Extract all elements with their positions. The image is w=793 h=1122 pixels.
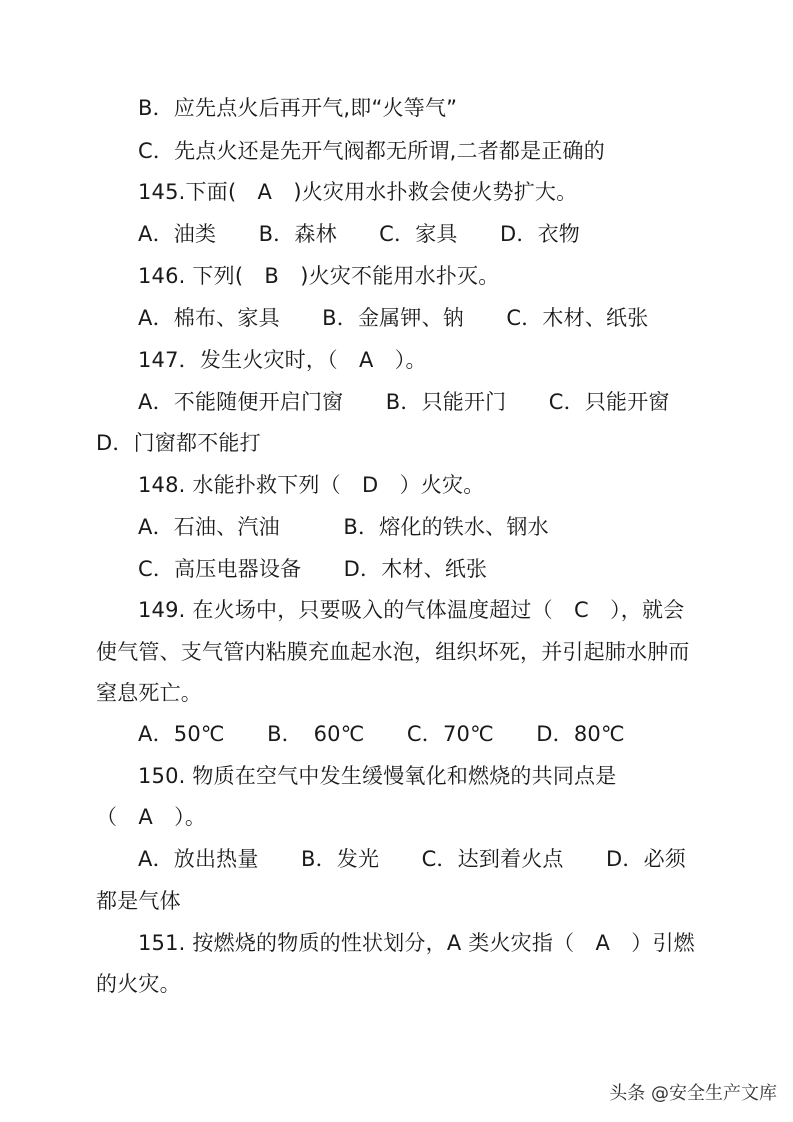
question-line: 使气管、支气管内粘膜充血起水泡，组织坏死，并引起肺水肿而 [96,640,690,664]
question-line: 148. 水能扑救下列（ D ）火灾。 [138,473,485,497]
question-line: 146. 下列( B )火灾不能用水扑灭。 [138,264,500,288]
question-line: 窒息死亡。 [96,681,202,705]
option-line: A．不能随便开启门窗 B．只能开门 C．只能开窗 [138,390,670,414]
question-line: 151. 按燃烧的物质的性状划分，A 类火灾指（ A ）引燃 [138,931,695,955]
question-line: 150. 物质在空气中发生缓慢氧化和燃烧的共同点是 [138,764,617,788]
option-line: A．石油、汽油 B．熔化的铁水、钢水 [138,515,549,539]
question-line: （ A ）。 [96,805,207,829]
option-line: A．棉布、家具 B．金属钾、钠 C．木材、纸张 [138,306,649,330]
option-line: D．门窗都不能打 [96,431,261,455]
question-line: 145.下面( A )火灾用水扑救会使火势扩大。 [138,180,578,204]
watermark-text: 头条 @安全生产文库 [609,1083,777,1104]
option-line: C．先点火还是先开气阀都无所谓,二者都是正确的 [138,139,605,163]
option-line: A．放出热量 B．发光 C．达到着火点 D．必须 [138,847,687,871]
option-line: C．高压电器设备 D．木材、纸张 [138,557,488,581]
option-line: B．应先点火后再开气,即“火等气” [138,96,458,120]
option-line: A．油类 B．森林 C．家具 D．衣物 [138,222,581,246]
question-line: 的火灾。 [96,972,181,996]
option-line: 都是气体 [96,889,181,913]
question-line: 149. 在火场中，只要吸入的气体温度超过（ C ），就会 [138,598,685,622]
question-line: 147．发生火灾时，（ A ）。 [138,348,427,372]
option-line: A．50℃ B． 60℃ C．70℃ D．80℃ [138,722,625,746]
